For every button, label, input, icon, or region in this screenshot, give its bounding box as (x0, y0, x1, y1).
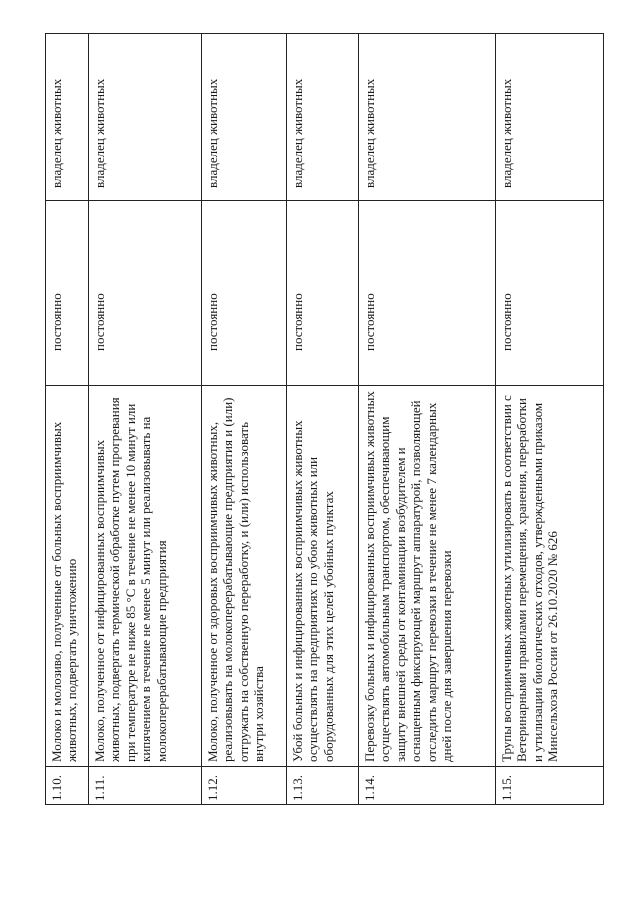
frequency-cell: постоянно (359, 201, 496, 386)
measure-text: Молоко и молозиво, полученные от больных восприимчивых животных, подвергать уничтожению (46, 386, 89, 767)
table-row (46, 34, 89, 805)
frequency-cell: постоянно (202, 201, 287, 386)
measure-text: Перевозку больных и инфицированных восприимчивых животных осуществлять автомобильным транспортом, обеспечивающим защиту внешней среды от контаминации возбудителем и оснащенным фиксирующей маршрут аппаратурой, позволяющей отследить маршрут перевозки в течение не менее 7 календарных дней после дня завершения перевозки (359, 386, 496, 767)
responsible-cell: владелец животных (359, 34, 496, 201)
row-number: 1.14. (359, 767, 496, 805)
table-row (202, 34, 287, 805)
responsible-cell: владелец животных (89, 34, 202, 201)
measure-text: Трупы восприимчивых животных утилизировать в соответствии с Ветеринарными правилами перемещения, хранения, переработки и утилизации биологических отходов, утвержденными приказом Минсельхоза России от 26.10.2020 № 626 (496, 386, 604, 767)
measure-text: Молоко, полученное от здоровых восприимчивых животных, реализовывать на молокоперерабатывающие предприятия и (или) отгружать на собственную переработку, и (или) использовать внутри хозяйства (202, 386, 287, 767)
rotated-page (45, 33, 610, 805)
frequency-cell: постоянно (496, 201, 604, 386)
row-number: 1.11. (89, 767, 202, 805)
frequency-cell: постоянно (287, 201, 359, 386)
row-number: 1.10. (46, 767, 89, 805)
measures-table (45, 33, 604, 805)
responsible-cell: владелец животных (202, 34, 287, 201)
responsible-cell: владелец животных (496, 34, 604, 201)
table-row (359, 34, 496, 805)
frequency-cell: постоянно (46, 201, 89, 386)
table-row (496, 34, 604, 805)
row-number: 1.12. (202, 767, 287, 805)
frequency-cell: постоянно (89, 201, 202, 386)
responsible-cell: владелец животных (46, 34, 89, 201)
table-row (287, 34, 359, 805)
table-row (89, 34, 202, 805)
row-number: 1.13. (287, 767, 359, 805)
responsible-cell: владелец животных (287, 34, 359, 201)
row-number: 1.15. (496, 767, 604, 805)
measure-text: Убой больных и инфицированных восприимчивых животных осуществлять на предприятиях по убою животных или оборудованных для этих целей убойных пунктах (287, 386, 359, 767)
measure-text: Молоко, полученное от инфицированных восприимчивых животных, подвергать термической обработке путем прогревания при температуре не ниже 85 °С в течение не менее 10 минут или кипячением в течение не менее 5 минут или реализовывать на молокоперерабатывающие предприятия (89, 386, 202, 767)
